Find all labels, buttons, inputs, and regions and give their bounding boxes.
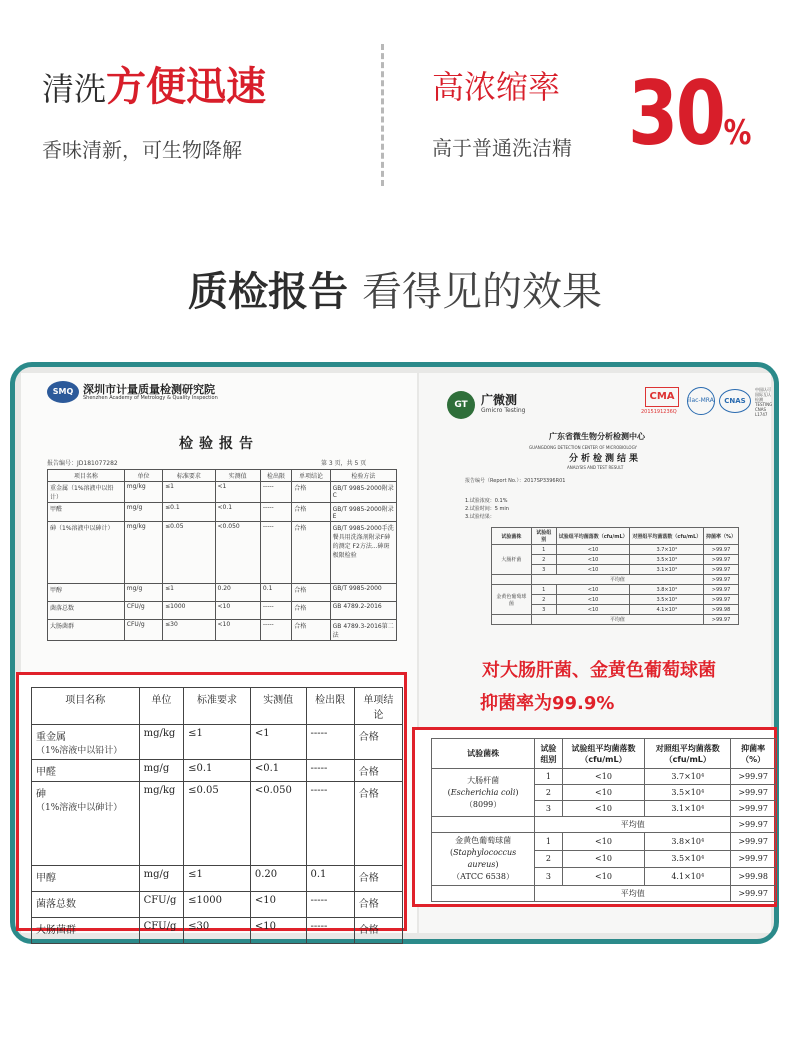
table-cell: GB/T 9985-2000	[330, 584, 396, 602]
table-cell: -----	[260, 482, 291, 503]
table-cell	[492, 615, 532, 625]
table-cell: 2	[531, 595, 556, 605]
species-cell	[432, 833, 535, 886]
table-cell: <10	[250, 918, 306, 944]
table-header-cell: 项目名称	[32, 688, 140, 725]
table-cell: 1	[531, 545, 556, 555]
table-cell: >99.97	[704, 555, 739, 565]
table-row	[48, 482, 397, 503]
table-cell: 菌落总数	[48, 602, 125, 620]
cma-cert-icon: CMA	[645, 387, 679, 407]
table-cell: >99.97	[704, 565, 739, 575]
table-cell: 1	[531, 585, 556, 595]
table-header-row	[32, 688, 403, 725]
feature-concentration-title: 高浓缩率	[432, 68, 561, 106]
table-cell: 1	[535, 769, 563, 785]
table-cell: <10	[562, 785, 645, 801]
zoom-quality-table	[16, 672, 407, 936]
banner-divider	[381, 44, 384, 186]
table-row	[32, 725, 403, 760]
table-cell: mg/kg	[139, 725, 184, 760]
feature-concentration-subtitle: 高于普通洗洁精	[432, 136, 572, 160]
table-cell: 2	[535, 850, 563, 868]
concentration-unit: %	[723, 113, 752, 153]
table-cell: -----	[306, 760, 354, 782]
zoom-antibacterial-table	[412, 727, 777, 907]
table-cell: ≤1	[163, 482, 215, 503]
table-cell: CFU/g	[124, 620, 162, 641]
feature-cleaning	[42, 55, 266, 163]
feature-cleaning-highlight: 方便迅速	[106, 64, 267, 110]
concentration-percentage	[628, 62, 752, 165]
table-cell: <10	[556, 565, 630, 575]
feature-cleaning-subtitle: 香味清新，可生物降解	[42, 138, 242, 162]
species-cell	[432, 769, 535, 817]
table-row	[432, 886, 776, 902]
species-latin: (Escherichia coli)	[447, 787, 519, 797]
doc-right-brand-en: Gmicro Testing	[481, 407, 526, 414]
table-row	[492, 615, 739, 625]
table-cell: 3	[535, 801, 563, 817]
table-cell: GB/T 9985-2000手洗餐具用洗涤剂附录F砷的测定 F2方法...砷斑极限检验	[330, 522, 396, 584]
cma-cert-number: 2015191236Q	[641, 409, 677, 415]
table-cell: <10	[562, 801, 645, 817]
table-cell: 合格	[354, 725, 402, 760]
table-row	[32, 782, 403, 866]
table-cell: 0.1	[306, 866, 354, 892]
species-strain: （ATCC 6538）	[452, 872, 514, 881]
species-latin-name: Staphylococcus aureus	[453, 848, 517, 869]
table-header-cell: 单位	[139, 688, 184, 725]
table-header-cell: 试验组平均菌落数（cfu/mL）	[562, 739, 645, 769]
table-cell: 3.8×10⁴	[630, 585, 704, 595]
table-cell: 甲醇	[32, 866, 140, 892]
table-cell: <10	[556, 605, 630, 615]
table-cell: <10	[556, 595, 630, 605]
table-cell: <10	[562, 850, 645, 868]
table-cell: <0.050	[250, 782, 306, 866]
table-cell: 3.1×10⁴	[630, 565, 704, 575]
table-header-cell: 实测值	[250, 688, 306, 725]
table-cell: CFU/g	[139, 892, 184, 918]
concentration-number: 30	[628, 62, 724, 165]
table-cell: <10	[250, 892, 306, 918]
table-header-cell: 检出限	[306, 688, 354, 725]
table-cell: <0.1	[215, 503, 260, 522]
table-cell: 合格	[354, 782, 402, 866]
table-cell: mg/g	[139, 760, 184, 782]
table-cell: 3	[531, 565, 556, 575]
table-cell: 1	[535, 833, 563, 851]
doc-right-brand: 广微测	[481, 393, 518, 407]
item-sub: （1%溶液中以砷计）	[36, 803, 123, 813]
table-cell: GB 4789.3-2016第二法	[330, 620, 396, 641]
table-header-cell: 标准要求	[184, 688, 251, 725]
table-cell: 合格	[292, 602, 330, 620]
item-name: 重金属	[36, 732, 66, 743]
table-row	[32, 892, 403, 918]
doc-right-info: 1.试验浓度：0.1%	[465, 498, 508, 504]
table-cell: 4.1×10⁴	[630, 605, 704, 615]
table-cell: -----	[306, 782, 354, 866]
table-cell: 合格	[292, 503, 330, 522]
table-header-cell: 试验菌株	[432, 739, 535, 769]
table-cell: ≤1	[184, 725, 251, 760]
table-header-cell: 对照组平均菌落数（cfu/mL）	[630, 528, 704, 545]
table-header-cell: 试验组别	[535, 739, 563, 769]
table-cell: <1	[215, 482, 260, 503]
table-cell: 甲醛	[48, 503, 125, 522]
table-cell: 菌落总数	[32, 892, 140, 918]
table-cell: 0.20	[250, 866, 306, 892]
feature-cleaning-prefix: 清洗	[42, 70, 107, 108]
table-cell: >99.97	[704, 615, 739, 625]
quality-table	[31, 687, 403, 944]
table-row	[48, 503, 397, 522]
doc-right-center: 广东省微生物分析检测中心	[549, 432, 645, 441]
table-cell: 3.7×10⁴	[645, 769, 731, 785]
table-cell: 大肠菌群	[48, 620, 125, 641]
table-cell	[32, 782, 140, 866]
table-cell: 平均值	[531, 615, 703, 625]
table-cell: -----	[306, 892, 354, 918]
table-cell: -----	[306, 918, 354, 944]
table-cell: <0.1	[250, 760, 306, 782]
table-cell: 大肠菌群	[32, 918, 140, 944]
table-row	[492, 585, 739, 595]
table-cell: mg/g	[139, 866, 184, 892]
table-cell: >99.97	[731, 850, 776, 868]
table-row	[48, 584, 397, 602]
table-header-row	[48, 470, 397, 482]
table-cell: 4.1×10⁴	[645, 868, 731, 886]
table-cell: 砷（1%溶液中以砷计）	[48, 522, 125, 584]
table-header-cell: 抑菌率（%）	[731, 739, 776, 769]
table-cell: <10	[562, 769, 645, 785]
table-header-cell: 对照组平均菌落数（cfu/mL）	[645, 739, 731, 769]
table-row	[32, 866, 403, 892]
doc-left-org-en: Shenzhen Academy of Metrology & Quality Inspection	[83, 395, 218, 401]
table-row	[48, 602, 397, 620]
table-cell: >99.97	[731, 801, 776, 817]
table-cell: 3.8×10⁴	[645, 833, 731, 851]
table-cell	[32, 725, 140, 760]
table-cell: 甲醛	[32, 760, 140, 782]
table-cell: >99.97	[704, 575, 739, 585]
table-cell: GB/T 9985-2000附录E	[330, 503, 396, 522]
table-cell: 3.5×10⁴	[630, 555, 704, 565]
table-cell: mg/kg	[124, 482, 162, 503]
gmicro-logo-icon: GT	[447, 391, 475, 419]
cnas-cert-icon: CNAS	[719, 389, 751, 413]
table-cell: 3	[535, 868, 563, 886]
antibacterial-table	[431, 738, 776, 902]
table-cell: 合格	[292, 522, 330, 584]
table-cell: <10	[215, 620, 260, 641]
table-cell	[492, 575, 532, 585]
table-cell: ≤1	[184, 866, 251, 892]
table-cell: ≤1	[163, 584, 215, 602]
table-cell	[432, 817, 535, 833]
table-cell: ≤0.1	[163, 503, 215, 522]
doc-left-page: 第 3 页，共 5 页	[321, 460, 367, 467]
doc-left-table	[47, 469, 397, 641]
doc-right-title: 分析检测结果	[569, 454, 642, 464]
table-cell: ≤1000	[184, 892, 251, 918]
table-cell: 合格	[354, 760, 402, 782]
feature-concentration	[432, 62, 572, 161]
smq-logo-icon: SMQ	[47, 381, 79, 403]
table-cell: ≤0.1	[184, 760, 251, 782]
table-cell: 3	[531, 605, 556, 615]
table-row	[432, 769, 776, 785]
doc-left-report-no: 报告编号：JD181077282	[47, 460, 118, 467]
section-title	[0, 260, 790, 317]
table-header-cell: 试验组别	[531, 528, 556, 545]
table-header-cell: 试验组平均菌落数（cfu/mL）	[556, 528, 630, 545]
table-cell: >99.97	[704, 545, 739, 555]
table-row	[48, 522, 397, 584]
table-cell: -----	[260, 620, 291, 641]
table-cell: 重金属（1%溶液中以铅计）	[48, 482, 125, 503]
table-cell: 3.5×10⁴	[630, 595, 704, 605]
feature-cleaning-title	[42, 55, 266, 112]
table-cell: 甲醇	[48, 584, 125, 602]
table-cell: 2	[531, 555, 556, 565]
table-cell: >99.97	[731, 785, 776, 801]
table-cell: >99.97	[704, 595, 739, 605]
table-header-cell: 标准要求	[163, 470, 215, 482]
table-cell: GB/T 9985-2000附录C	[330, 482, 396, 503]
table-cell: 3.1×10⁴	[645, 801, 731, 817]
table-cell: mg/g	[124, 584, 162, 602]
table-header-cell: 抑菌率（%）	[704, 528, 739, 545]
top-banner	[0, 0, 790, 200]
table-cell: >99.98	[704, 605, 739, 615]
table-cell: 0.20	[215, 584, 260, 602]
table-cell: ≤0.05	[163, 522, 215, 584]
species-strain: （8099）	[464, 799, 502, 809]
table-row	[492, 575, 739, 585]
table-row	[492, 545, 739, 555]
table-cell: <10	[556, 545, 630, 555]
table-cell: 大肠杆菌	[492, 545, 532, 575]
species-latin-name: Escherichia coli	[450, 787, 516, 797]
ilac-cert-icon: ilac-MRA	[687, 387, 715, 415]
species-cn: 大肠杆菌	[467, 775, 500, 785]
table-row	[432, 833, 776, 851]
doc-right-title-en: ANALYSIS AND TEST RESULT	[567, 465, 624, 470]
table-cell: 2	[535, 785, 563, 801]
table-cell: <1	[250, 725, 306, 760]
table-cell: >99.98	[731, 868, 776, 886]
doc-left-title: 检验报告	[179, 436, 259, 452]
table-cell: 合格	[354, 866, 402, 892]
table-cell: 平均值	[535, 886, 731, 902]
table-header-cell: 试验菌株	[492, 528, 532, 545]
table-cell: ≤0.05	[184, 782, 251, 866]
table-cell: ≤30	[184, 918, 251, 944]
table-cell: mg/kg	[124, 522, 162, 584]
table-cell: 平均值	[535, 817, 731, 833]
callout-line2: 抑菌率为99.9%	[480, 693, 615, 714]
table-cell: 合格	[354, 892, 402, 918]
table-row	[48, 620, 397, 641]
table-header-cell: 单位	[124, 470, 162, 482]
doc-right-info: 3.试验结果：	[465, 514, 495, 520]
table-cell: 3.7×10⁴	[630, 545, 704, 555]
table-cell: 合格	[292, 584, 330, 602]
table-cell: mg/g	[124, 503, 162, 522]
cert-small-text: 中国认可 国际互认 检测 TESTING CNAS L1747	[755, 387, 773, 417]
table-cell: mg/kg	[139, 782, 184, 866]
table-cell: 0.1	[260, 584, 291, 602]
table-cell: >99.97	[731, 817, 776, 833]
table-header-cell: 检出限	[260, 470, 291, 482]
item-sub: （1%溶液中以铅计）	[36, 746, 123, 756]
table-cell: 合格	[292, 620, 330, 641]
doc-right-report-no: 报告编号（Report No.）：2017SP3396R01	[465, 478, 566, 484]
table-cell: 3.5×10⁴	[645, 785, 731, 801]
table-cell: 合格	[292, 482, 330, 503]
table-cell: >99.97	[704, 585, 739, 595]
table-cell: <10	[556, 585, 630, 595]
table-cell: >99.97	[731, 833, 776, 851]
table-cell: -----	[260, 522, 291, 584]
table-header-row	[432, 739, 776, 769]
doc-right-info: 2.试验时间：5 min	[465, 506, 509, 512]
table-header-row	[492, 528, 739, 545]
item-name: 砷	[36, 789, 46, 800]
table-header-cell: 单项结论	[292, 470, 330, 482]
table-cell: 3.5×10⁴	[645, 850, 731, 868]
species-latin: (Staphylococcus aureus)	[449, 848, 517, 869]
table-cell: <0.050	[215, 522, 260, 584]
table-cell: 金黄色葡萄球菌	[492, 585, 532, 615]
table-cell: >99.97	[731, 769, 776, 785]
table-header-cell: 项目名称	[48, 470, 125, 482]
table-cell: -----	[260, 602, 291, 620]
table-cell: 平均值	[531, 575, 703, 585]
table-cell	[432, 886, 535, 902]
table-cell: ≤30	[163, 620, 215, 641]
doc-right-table	[491, 527, 739, 625]
section-title-light: 看得见的效果	[362, 269, 602, 315]
table-cell: -----	[260, 503, 291, 522]
table-cell: GB 4789.2-2016	[330, 602, 396, 620]
table-row	[32, 918, 403, 944]
table-cell: <10	[215, 602, 260, 620]
table-header-cell: 检验方法	[330, 470, 396, 482]
doc-left-org: 深圳市计量质量检测研究院	[83, 383, 215, 396]
table-cell: <10	[562, 868, 645, 886]
table-cell: <10	[556, 555, 630, 565]
table-cell: >99.97	[731, 886, 776, 902]
section-title-bold: 质检报告	[188, 269, 348, 315]
doc-right-center-en: GUANGDONG DETECTION CENTER OF MICROBIOLOGY	[529, 445, 637, 450]
table-row	[432, 817, 776, 833]
table-cell: CFU/g	[139, 918, 184, 944]
table-cell: <10	[562, 833, 645, 851]
table-header-cell: 单项结论	[354, 688, 402, 725]
species-cn: 金黄色葡萄球菌	[455, 836, 512, 845]
table-cell: 合格	[354, 918, 402, 944]
table-cell: -----	[306, 725, 354, 760]
table-header-cell: 实测值	[215, 470, 260, 482]
table-cell: ≤1000	[163, 602, 215, 620]
table-cell: CFU/g	[124, 602, 162, 620]
callout-line1: 对大肠肝菌、金黄色葡萄球菌	[482, 660, 716, 681]
table-row	[32, 760, 403, 782]
